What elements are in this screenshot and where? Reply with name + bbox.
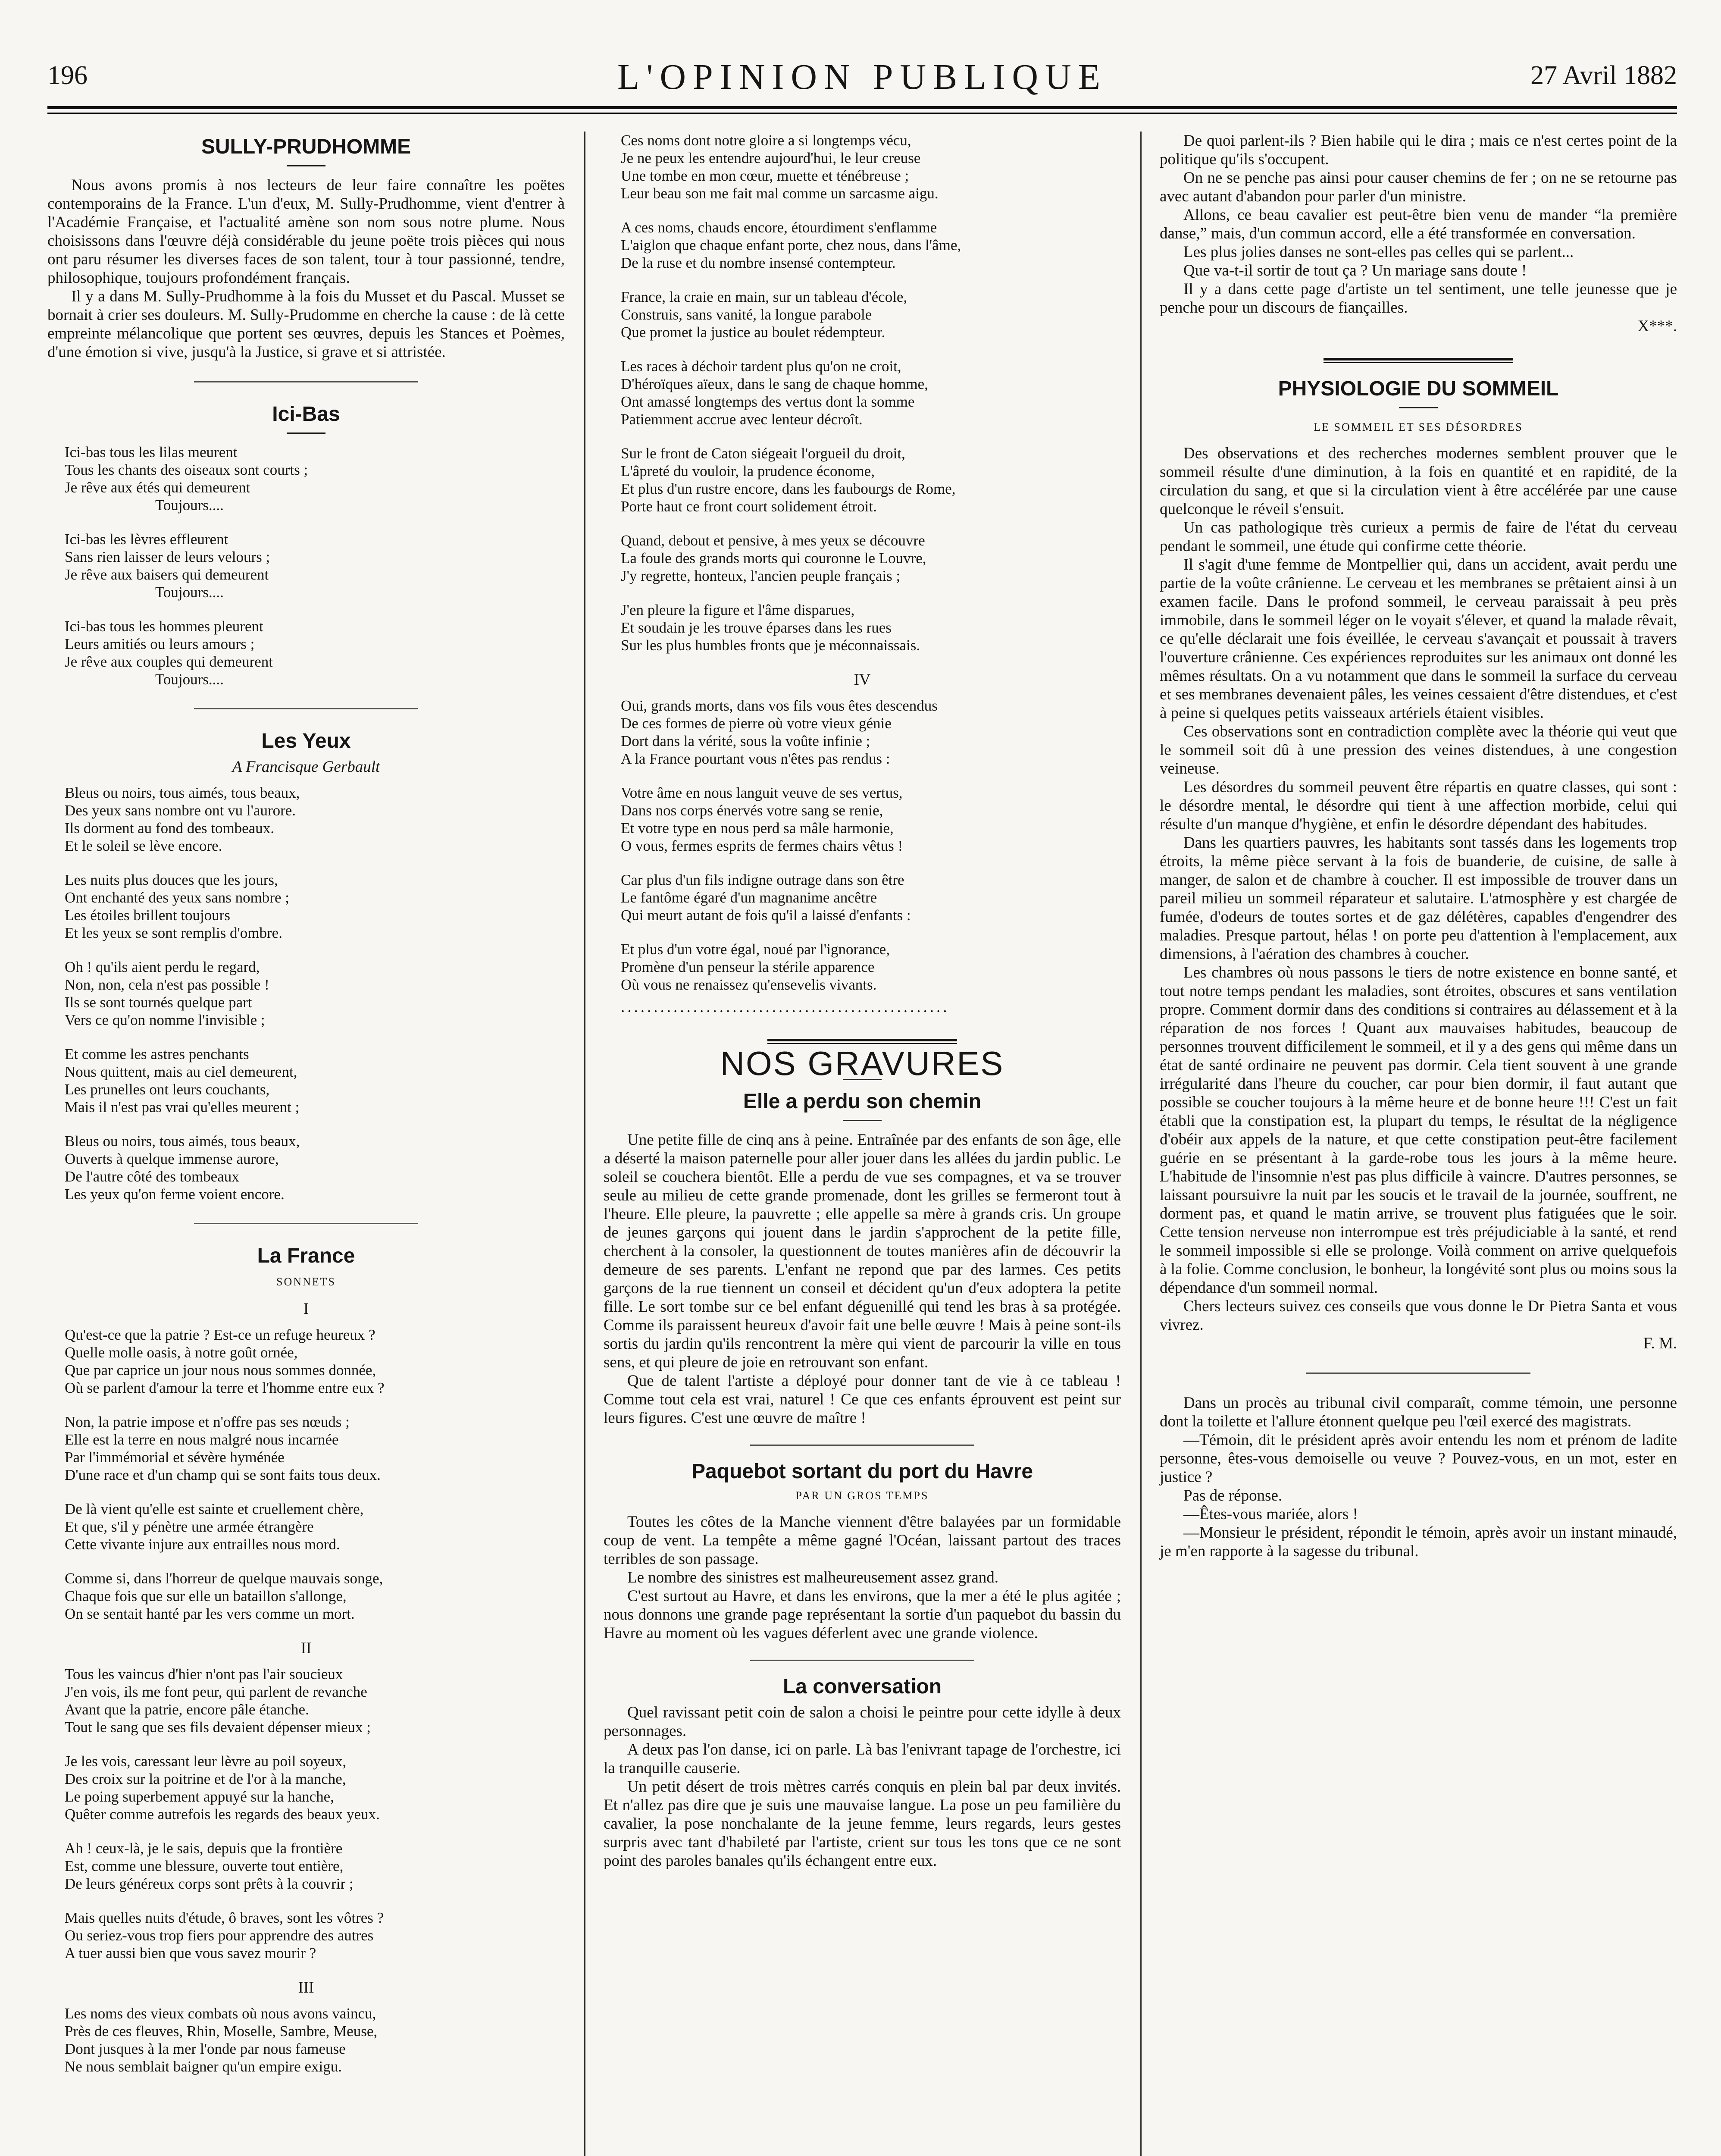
paragraph: Les désordres du sommeil peuvent être répartis en quatre classes, qui sont : le désordre mental, le désordre qui tient à une affection morbide, celui qui résulte d'un manque d'hygiène, et enfin le désordre dépendant des habitudes.	[1160, 778, 1677, 833]
verse-line: Ils dorment au fond des tombeaux.	[65, 820, 275, 837]
verse-line: Ici-bas les lèvres effleurent	[65, 531, 228, 548]
stanza	[65, 1413, 565, 1484]
paragraph: C'est surtout au Havre, et dans les environs, que la mer a été le plus agitée ; nous donnons une grande page représentant la sortie d'un paquebot du bassin du Havre au moment où les vagues déferlent avec une grande violence.	[604, 1587, 1121, 1642]
verse-line: Ont enchanté des yeux sans nombre ;	[65, 889, 289, 906]
stanza	[65, 1045, 565, 1116]
verse-refrain: Toujours....	[155, 671, 224, 688]
paragraph: —Monsieur le président, répondit le témoin, après avoir un instant minaudé, je m'en rapporte à la sagesse du tribunal.	[1160, 1524, 1677, 1560]
stanza	[621, 784, 1121, 855]
verse-line: Je rêve aux baisers qui demeurent	[65, 566, 269, 583]
poem-title-yeux: Les Yeux	[261, 730, 351, 752]
verse-line: Elle est la terre en nous malgré nous incarnée	[65, 1431, 339, 1448]
stanza	[621, 940, 1121, 993]
verse-line: L'âpreté du vouloir, la prudence économe,	[621, 463, 875, 479]
verse-line: Comme si, dans l'horreur de quelque mauvais songe,	[65, 1570, 383, 1587]
separator	[750, 1660, 974, 1661]
paragraph: Quel ravissant petit coin de salon a choisi le peintre pour cette idylle à deux personnages.	[604, 1704, 1121, 1740]
stanza	[621, 357, 1121, 428]
verse-line: Tous les chants des oiseaux sont courts ;	[65, 461, 308, 478]
page-header	[47, 56, 1677, 108]
verse-line: Quelle molle oasis, à notre goût ornée,	[65, 1344, 298, 1361]
stanza	[65, 617, 565, 688]
paragraph: Une petite fille de cinq ans à peine. Entraînée par des enfants de son âge, elle a déserté la maison paternelle pour aller jouer dans les allées du jardin public. Le soleil se couchera bientôt. Elle a perdu de vue ses compagnes, et va se trouver seule au milieu de cette grande promenade, dont les grilles se fermeront tout à l'heure. Elle pleure, la pauvrette ; elle appelle sa mère à grands cris. Un groupe de jeunes garçons qui jouent dans le jardin s'approchent de la petite fille, cherchent à la consoler, la questionnent de toutes manières afin de découvrir la demeure de ses parents. L'enfant ne repond que par des larmes. Ces petits garçons de la rue tiennent un conseil et décident qu'un d'eux adoptera la petite fille. Le sort tombe sur ce bel enfant déguenillé qui tend les bras à sa protégée. Comme ils paraissent heureux d'avoir fait une belle œuvre ! Mais à peine sont-ils sortis du jardin qu'ils rencontrent la mère qui vient de parcourir la ville en tous sens, et qui pleure de joie en retrouvant son enfant.	[604, 1131, 1121, 1371]
verse-line: De l'autre côté des tombeaux	[65, 1168, 239, 1185]
stanza	[621, 697, 1121, 768]
stanza	[65, 1665, 565, 1736]
poem-title-icibas: Ici-Bas	[272, 403, 340, 426]
paragraph: Le nombre des sinistres est malheureusement assez grand.	[627, 1569, 999, 1586]
short-rule	[287, 165, 325, 166]
verse-line: D'héroïques aïeux, dans le sang de chaque homme,	[621, 376, 928, 392]
paragraph: Les chambres où nous passons le tiers de notre existence en bonne santé, et tout notre temps pendant les maladies, sont étroites, obscures et sans ventilation propre. Comment dormir dans des conditions si contraires au délassement et à la réparation de nos forces ! Quant aux mauvaises habitudes, beaucoup de personnes trouvent difficilement le sommeil, et il y a des gens qui même dans un état de santé ordinaire ne peuvent pas dormir. Cela tient souvent à une grande irrégularité dans l'heure du coucher, car pour bien dormir, il faut autant que possible se coucher toujours à la même heure et de bonne heure !!! C'est un fait établi que la constipation est, la plupart du temps, le résultat de la négligence d'obéir aux appels de la nature, et que cette constipation peut-être facilement guérie en se présentant à la garde-robe tous les jours à la même heure. L'habitude de l'insomnie n'est pas plus difficile à vaincre. D'autres personnes, se laissant poursuivre la nuit par les soucis et le travail de la journée, souffrent, ne dorment pas, et quand le matin arrive, se trouvent plus fatiguées que le soir. Cette tension nerveuse non interrompue est très préjudiciable à la santé, et rend le sommeil impossible si elle se prolonge. Voilà comment on arrive quelquefois à la folie. Comme conclusion, le bonheur, la longévité sont plus ou moins sous la dépendance d'un sommeil normal.	[1160, 964, 1677, 1297]
section-title-sommeil: PHYSIOLOGIE DU SOMMEIL	[1278, 377, 1559, 400]
verse-line: Les nuits plus douces que les jours,	[65, 871, 278, 888]
article-subtitle: LE SOMMEIL ET SES DÉSORDRES	[1314, 421, 1523, 433]
poem-subtitle: SONNETS	[276, 1275, 336, 1288]
verse-line: A la France pourtant vous n'êtes pas rendus :	[621, 750, 890, 767]
verse-line: Je rêve aux étés qui demeurent	[65, 479, 250, 496]
paragraph: On ne se penche pas ainsi pour causer chemins de fer ; on ne se retourne pas avec autant d'abandon pour parler d'un ministre.	[1160, 169, 1677, 205]
stanza	[65, 2005, 565, 2075]
stanza	[65, 1326, 565, 1397]
verse-line: Que promet la justice au boulet rédempteur.	[621, 324, 886, 341]
verse-line: Qui meurt autant de fois qu'il a laissé d'enfants :	[621, 907, 911, 924]
verse-line: Ils se sont tournés quelque part	[65, 994, 252, 1011]
stanza	[65, 1752, 565, 1823]
stanza	[65, 1909, 565, 1962]
paragraph: Les plus jolies danses ne sont-elles pas celles qui se parlent...	[1183, 243, 1574, 261]
article-title: Elle a perdu son chemin	[743, 1090, 982, 1113]
verse-line: L'aiglon que chaque enfant porte, chez nous, dans l'âme,	[621, 237, 961, 254]
verse-line: Bleus ou noirs, tous aimés, tous beaux,	[65, 1133, 300, 1150]
verse-line: Et plus d'un votre égal, noué par l'ignorance,	[621, 941, 890, 958]
paragraph: Dans les quartiers pauvres, les habitants sont tassés dans les logements trop étroits, la même pièce servant à la fois de buanderie, de cuisine, de salle à manger, de salon et de chambre à coucher. Il est impossible de trouver dans un pareil milieu un sommeil réparateur et salutaire. L'atmosphère y est chargée de fumée, d'odeurs de toutes sortes et de gaz délétères, capables d'engendrer des maladies. Presque partout, hélas ! on porte peu d'attention à l'emplacement, aux dimensions, à l'aération des chambres à coucher.	[1160, 834, 1677, 963]
section-title-gravures: NOS GRAVURES	[720, 1044, 1004, 1082]
verse-line: Non, non, cela n'est pas possible !	[65, 976, 269, 993]
short-rule	[1399, 407, 1438, 408]
issue-date: 27 Avril 1882	[1530, 61, 1677, 90]
verse-refrain: Toujours....	[155, 497, 224, 514]
header-double-rule	[47, 106, 1677, 114]
verse-line: Construis, sans vanité, la longue parabole	[621, 306, 872, 323]
verse-line: Ici-bas tous les hommes pleurent	[65, 618, 263, 635]
paragraph: Nous avons promis à nos lecteurs de leur faire connaître les poëtes contemporains de la France. L'un d'eux, M. Sully-Prudhomme, vient d'entrer à l'Académie Française, et l'actualité amène son nom sous notre plume. Nous choisissons dans l'œuvre déjà considérable du jeune poëte trois pièces qui nous ont paru résumer les diverses faces de son talent, tour à tour passionné, tendre, philosophique, toujours profondément français.	[47, 176, 565, 287]
verse-line: Une tombe en mon cœur, muette et ténébreuse ;	[621, 167, 909, 184]
paragraph: De quoi parlent-ils ? Bien habile qui le dira ; mais ce n'est certes point de la politique qu'ils s'occupent.	[1160, 132, 1677, 168]
verse-line: Le fantôme égaré d'un magnanime ancêtre	[621, 889, 877, 906]
verse-line: Sur le front de Caton siégeait l'orgueil du droit,	[621, 445, 905, 462]
paragraph: —Êtes-vous mariée, alors !	[1183, 1505, 1358, 1523]
verse-line: Et les yeux se sont remplis d'ombre.	[65, 924, 282, 941]
verse-line: De ces formes de pierre où votre vieux génie	[621, 715, 892, 732]
stanza	[621, 132, 1121, 202]
verse-line: La foule des grands morts qui couronne le Louvre,	[621, 550, 926, 567]
separator	[750, 1445, 974, 1446]
verse-line: Et plus d'un rustre encore, dans les faubourgs de Rome,	[621, 480, 956, 497]
verse-line: Oui, grands morts, dans vos fils vous êtes descendus	[621, 697, 938, 714]
verse-line: Cette vivante injure aux entrailles nous mord.	[65, 1536, 340, 1553]
signature: X***.	[1637, 317, 1677, 335]
verse-line: Les étoiles brillent toujours	[65, 907, 230, 924]
verse-line: Oh ! qu'ils aient perdu le regard,	[65, 959, 260, 975]
verse-line: Ici-bas tous les lilas meurent	[65, 444, 238, 461]
section-title-sully: SULLY-PRUDHOMME	[201, 135, 411, 158]
sonnet-numeral: I	[303, 1300, 309, 1318]
verse-line: J'y regrette, honteux, l'ancien peuple français ;	[621, 567, 901, 584]
page-number: 196	[47, 61, 88, 90]
stanza	[65, 1500, 565, 1553]
stanza	[65, 871, 565, 942]
sonnet-numeral: IV	[854, 671, 871, 689]
signature: F. M.	[1643, 1335, 1677, 1352]
stanza	[65, 784, 565, 855]
verse-line: On se sentait hanté par les vers comme un mort.	[65, 1605, 355, 1622]
paragraph: Des observations et des recherches modernes semblent prouver que le sommeil résulte d'une diminution, à la fois en quantité et en rapidité, de la circulation du sang, et que si la circulation vient à être accélérée par une cause quelconque le réveil s'ensuit.	[1160, 445, 1677, 518]
verse-line: Est, comme une blessure, ouverte tout entière,	[65, 1858, 344, 1874]
verse-line: Des yeux sans nombre ont vu l'aurore.	[65, 802, 296, 819]
verse-line: Ne nous semblait baigner qu'un empire exigu.	[65, 2058, 342, 2075]
verse-line: Où se parlent d'amour la terre et l'homme entre eux ?	[65, 1379, 385, 1396]
verse-line: Sans rien laisser de leurs velours ;	[65, 548, 270, 565]
stanza	[65, 958, 565, 1029]
verse-line: Vers ce qu'on nomme l'invisible ;	[65, 1012, 265, 1028]
verse-line: Car plus d'un fils indigne outrage dans son être	[621, 871, 904, 888]
paragraph: Dans un procès au tribunal civil comparaît, comme témoin, une personne dont la toilette et l'allure étonnent quelque peu l'œil exercé des magistrats.	[1160, 1394, 1677, 1430]
verse-line: De leurs généreux corps sont prêts à la couvrir ;	[65, 1875, 354, 1892]
verse-line: Non, la patrie impose et n'offre pas ses nœuds ;	[65, 1413, 350, 1430]
stanza	[621, 445, 1121, 515]
verse-line: Ah ! ceux-là, je le sais, depuis que la frontière	[65, 1840, 343, 1857]
separator	[1324, 358, 1513, 363]
stanza	[65, 530, 565, 601]
verse-line: Où vous ne renaissez qu'ensevelis vivants.	[621, 976, 877, 993]
verse-line: Leur beau son me fait mal comme un sarcasme aigu.	[621, 185, 939, 202]
paragraph: —Témoin, dit le président après avoir entendu les nom et prénom de ladite personne, êtes-vous demoiselle ou veuve ? Pouvez-vous, en un mot, ester en justice ?	[1160, 1431, 1677, 1486]
article-subtitle: PAR UN GROS TEMPS	[795, 1489, 929, 1502]
stanza	[65, 443, 565, 514]
verse-line: France, la craie en main, sur un tableau d'école,	[621, 288, 907, 305]
newspaper-page	[47, 56, 1677, 2156]
verse-line: Avant que la patrie, encore pâle étanche.	[65, 1701, 309, 1718]
verse-line: Quand, debout et pensive, à mes yeux se découvre	[621, 532, 925, 549]
verse-line: Porte haut ce front court solidement étroit.	[621, 498, 877, 515]
verse-line: Les races à déchoir tardent plus qu'on ne croit,	[621, 358, 901, 375]
separator	[194, 381, 418, 382]
paragraph: Un cas pathologique très curieux a permis de faire de l'état du cerveau pendant le sommeil, une étude qui confirme cette théorie.	[1160, 519, 1677, 555]
verse-line: A tuer aussi bien que vous savez mourir ?	[65, 1945, 316, 1962]
article-title: La conversation	[782, 1675, 942, 1698]
verse-line: Et votre type en nous perd sa mâle harmonie,	[621, 820, 894, 837]
verse-line: Dort dans la vérité, sous la voûte infinie ;	[621, 733, 870, 749]
verse-line: Et soudain je les trouve éparses dans les rues	[621, 619, 892, 636]
verse-line: J'en pleure la figure et l'âme disparues,	[621, 602, 855, 618]
sonnet-numeral: II	[300, 1639, 312, 1657]
verse-line: Des croix sur la poitrine et de l'or à la manche,	[65, 1771, 346, 1787]
stanza	[621, 871, 1121, 924]
verse-line: Les yeux qu'on ferme voient encore.	[65, 1186, 285, 1203]
verse-line: O vous, fermes esprits de fermes chairs vêtus !	[621, 837, 903, 854]
verse-line: Les noms des vieux combats où nous avons vaincu,	[65, 2005, 376, 2022]
column-1	[47, 132, 565, 2092]
poem-title-france: La France	[257, 1244, 355, 1267]
verse-line: Bleus ou noirs, tous aimés, tous beaux,	[65, 784, 300, 801]
journal-title: L'OPINION PUBLIQUE	[617, 57, 1108, 97]
stanza	[621, 532, 1121, 585]
paragraph: Il y a dans M. Sully-Prudhomme à la fois du Musset et du Pascal. Musset se bornait à crier ses douleurs. M. Sully-Prudomme en cherche la cause : de là cette empreinte mélancolique que portent ses œuvres, depuis les Stances et Poèmes, d'une émotion si vive, jusqu'à la Justice, si grave et si attristée.	[47, 288, 565, 361]
verse-line: Tout le sang que ses fils devaient dépenser mieux ;	[65, 1719, 371, 1736]
stanza	[621, 288, 1121, 341]
verse-line: Par l'immémorial et sévère hyménée	[65, 1449, 285, 1466]
column-2	[604, 132, 1121, 1870]
verse-line: Mais il n'est pas vrai qu'elles meurent ;	[65, 1099, 300, 1116]
paragraph: A deux pas l'on danse, ici on parle. Là bas l'enivrant tapage de l'orchestre, ici la tranquille causerie.	[604, 1741, 1121, 1777]
verse-line: Votre âme en nous languit veuve de ses vertus,	[621, 784, 903, 801]
verse-line: Et comme les astres penchants	[65, 1046, 249, 1062]
verse-line: Chaque fois que sur elle un bataillon s'allonge,	[65, 1588, 347, 1604]
verse-line: Que par caprice un jour nous nous sommes donnée,	[65, 1362, 376, 1379]
column-divider	[584, 132, 585, 2156]
verse-line: De la ruse et du nombre insensé contempteur.	[621, 254, 896, 271]
verse-line: Je rêve aux couples qui demeurent	[65, 653, 273, 670]
article-title: Paquebot sortant du port du Havre	[691, 1460, 1033, 1483]
separator	[194, 708, 418, 709]
verse-line: Dans nos corps énervés votre sang se renie,	[621, 802, 883, 819]
verse-line: Qu'est-ce que la patrie ? Est-ce un refuge heureux ?	[65, 1326, 375, 1343]
verse-line: Mais quelles nuits d'étude, ô braves, sont les vôtres ?	[65, 1909, 384, 1926]
short-rule	[843, 1120, 882, 1121]
verse-line: Nous quittent, mais au ciel demeurent,	[65, 1063, 297, 1080]
paragraph: Que de talent l'artiste a déployé pour donner tant de vie à ce tableau ! Comme tout cela est vrai, naturel ! Ce que ces enfants éprouvent est peint sur leurs figures. C'est une œuvre de maître !	[604, 1372, 1121, 1427]
paragraph: Pas de réponse.	[1183, 1487, 1283, 1504]
verse-refrain: Toujours....	[155, 584, 224, 601]
separator	[194, 1223, 418, 1224]
paragraph: Que va-t-il sortir de tout ça ? Un mariage sans doute !	[1183, 262, 1527, 279]
stanza	[65, 1132, 565, 1203]
paragraph: Un petit désert de trois mètres carrés conquis en plein bal par deux invités. Et n'allez pas dire que je suis une mauvaise langue. La pose un peu familière du cavalier, la pose nonchalante de la jeune femme, leurs regards, leurs gestes surpris avec tant d'habileté par l'artiste, crient sur tous les tons que ce ne sont point des paroles banales qu'ils échangent entre eux.	[604, 1778, 1121, 1870]
separator	[767, 1039, 957, 1044]
stanza	[65, 1570, 565, 1623]
sonnet-numeral: III	[298, 1979, 314, 1996]
verse-line: Et que, s'il y pénètre une armée étrangère	[65, 1518, 314, 1535]
verse-line: Leurs amitiés ou leurs amours ;	[65, 636, 255, 652]
paragraph: Il y a dans cette page d'artiste un tel sentiment, une telle jeunesse que je penche pour un discours de fiançailles.	[1160, 280, 1677, 317]
verse-line: Dont jusques à la mer l'onde par nous fameuse	[65, 2040, 346, 2057]
verse-line: Près de ces fleuves, Rhin, Moselle, Sambre, Meuse,	[65, 2023, 378, 2040]
verse-line: De là vient qu'elle est sainte et cruellement chère,	[65, 1501, 364, 1517]
stanza	[621, 219, 1121, 272]
stanza	[65, 1839, 565, 1893]
verse-line: Ont amassé longtemps des vertus dont la somme	[621, 393, 915, 410]
verse-line: Je ne peux les entendre aujourd'hui, le leur creuse	[621, 150, 921, 166]
ellipsis-line: ..................................................	[621, 998, 950, 1016]
verse-line: Sur les plus humbles fronts que je méconnaissais.	[621, 637, 920, 654]
verse-line: Le poing superbement appuyé sur la hanche,	[65, 1788, 334, 1805]
verse-line: Ces noms dont notre gloire a si longtemps vécu,	[621, 132, 911, 149]
verse-line: Et le soleil se lève encore.	[65, 837, 222, 854]
paragraph: Ces observations sont en contradiction complète avec la théorie qui veut que le sommeil soit dû à une pression des veines distendues, à une congestion veineuse.	[1160, 723, 1677, 777]
verse-line: A ces noms, chauds encore, étourdiment s'enflamme	[621, 219, 937, 236]
verse-line: Tous les vaincus d'hier n'ont pas l'air soucieux	[65, 1666, 343, 1683]
verse-line: Les prunelles ont leurs couchants,	[65, 1081, 270, 1098]
stanza	[621, 601, 1121, 654]
verse-line: D'une race et d'un champ qui se sont faits tous deux.	[65, 1467, 381, 1483]
column-divider	[1140, 132, 1142, 2156]
verse-line: Ou seriez-vous trop fiers pour apprendre des autres	[65, 1927, 374, 1944]
column-3	[1160, 132, 1677, 1561]
verse-line: Ouverts à quelque immense aurore,	[65, 1150, 279, 1167]
separator	[1306, 1373, 1530, 1374]
paragraph: Allons, ce beau cavalier est peut-être bien venu de mander “la première danse,” mais, d'un commun accord, elle a été transformée en conversation.	[1160, 206, 1677, 242]
verse-line: Quêter comme autrefois les regards des beaux yeux.	[65, 1806, 380, 1823]
verse-line: Je les vois, caressant leur lèvre au poil soyeux,	[65, 1753, 347, 1770]
paragraph: Toutes les côtes de la Manche viennent d'être balayées par un formidable coup de vent. La tempête a même gagné l'Océan, laissant partout des traces terribles de son passage.	[604, 1513, 1121, 1568]
verse-line: J'en vois, ils me font peur, qui parlent de revanche	[65, 1683, 367, 1700]
paragraph: Il s'agit d'une femme de Montpellier qui, dans un accident, avait perdu une partie de la voûte crânienne. Le cerveau et les membranes se prêtaient ainsi à un examen facile. Dans le profond sommeil, le cerveau paraissait à peu près immobile, dans le sommeil léger on le voyait s'élever, et quand la malade rêvait, ce qu'elle déclarait une fois éveillée, le cerveau s'avançait et poussait à travers l'ouverture crânienne. Ces expériences reproduites sur les animaux ont donné les mêmes résultats. On a vu notamment que dans le sommeil la surface du cerveau et ses membranes devenaient pâles, les veines cessaient d'être distendues, et c'est à peine si quelques petits vaisseaux artériels étaient visibles.	[1160, 556, 1677, 722]
short-rule	[287, 432, 325, 434]
verse-line: Promène d'un penseur la stérile apparence	[621, 959, 875, 975]
paragraph: Chers lecteurs suivez ces conseils que vous donne le Dr Pietra Santa et vous vivrez.	[1160, 1297, 1677, 1334]
verse-line: Patiemment accrue avec lenteur décroît.	[621, 411, 863, 428]
poem-dedication: A Francisque Gerbault	[232, 758, 380, 776]
